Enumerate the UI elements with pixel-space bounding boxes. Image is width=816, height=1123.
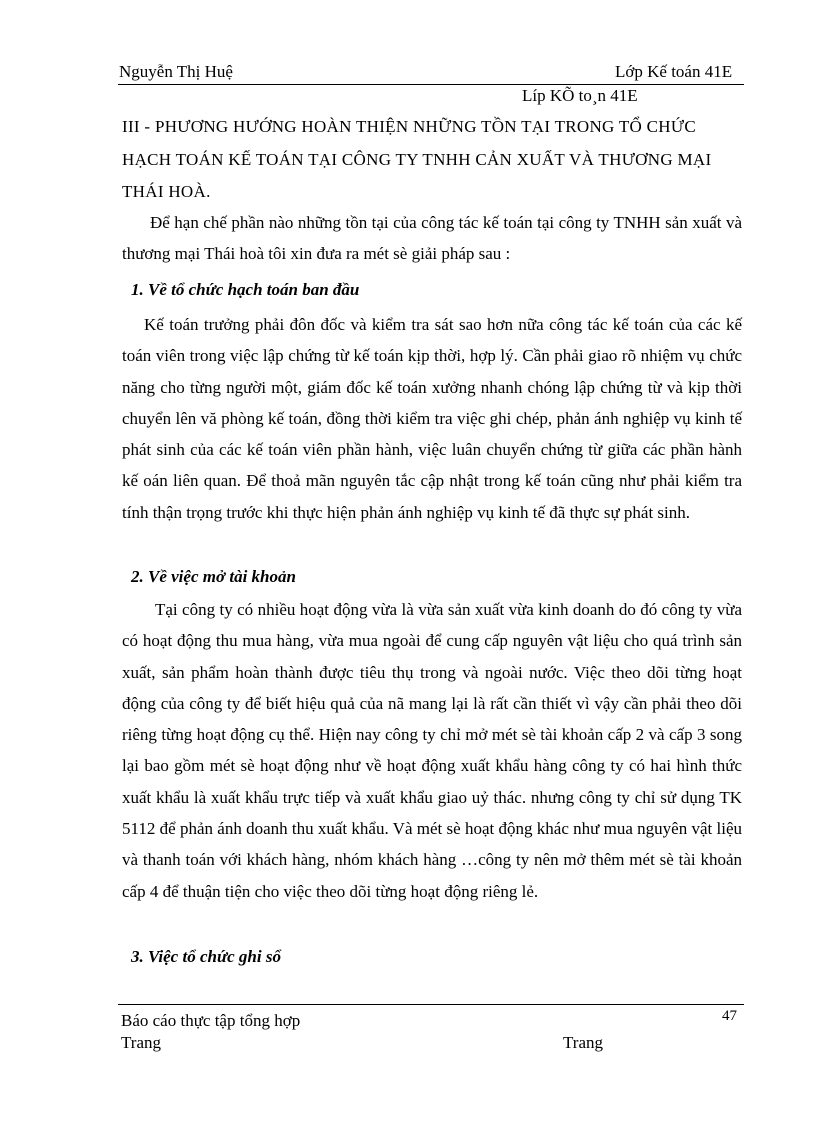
section-2-heading: 2. Về việc mở tài khoản (131, 567, 296, 586)
section-3-heading: 3. Việc tổ chức ghi sổ (131, 947, 281, 966)
footer-rule (118, 1004, 744, 1005)
header-author: Nguyễn Thị Huệ (119, 62, 233, 81)
footer-page-label-right: Trang (563, 1033, 603, 1052)
header-class-label: Lớp Kế toán 41E (615, 62, 733, 81)
intro-paragraph: Để hạn chế phần nào những tồn tại của công tác kế toán tại công ty TNHH sản xuất và thương mại Thái hoà tôi xin đưa ra mét sè giải pháp sau : (122, 213, 742, 264)
section-1-heading: 1. Về tổ chức hạch toán ban đầu (131, 280, 360, 299)
section-1-body: Kế toán trưởng phải đôn đốc và kiểm tra sát sao hơn nữa công tác kế toán của các kế toán viên trong việc lập chứng từ kế toán kịp thời, hợp lý. Cần phải giao rõ nhiệm vụ chức năng cho từng người một, giám đốc kế toán xưởng nhanh chóng lập chứng từ và kịp thời chuyển lên vă phòng kế toán, đồng thời kiểm tra việc ghi chép, phản ánh nghiệp vụ kinh tế phát sinh của các kế toán viên phần hành, việc luân chuyển chứng từ giữa các phần hành kế oán liên quan. Để thoả mãn nguyên tắc cập nhật trong kế toán cũng như phải kiểm tra tính thận trọng trước khi thực hiện phản ánh nghiệp vụ kinh tế đã thực sự phát sinh. (122, 315, 742, 522)
section-title-line-3: THÁI HOÀ. (122, 182, 211, 201)
header-rule (118, 84, 744, 85)
footer-page-number: 47 (722, 1008, 737, 1024)
section-title-line-1: III - PHƯƠNG HƯỚNG HOÀN THIỆN NHỮNG TỒN TẠI TRONG TỔ CHỨC (122, 117, 697, 136)
header-class-label-garbled: Líp KÕ to¸n 41E (522, 86, 638, 105)
footer-page-label-left: Trang (121, 1033, 161, 1052)
section-2-body: Tại công ty có nhiều hoạt động vừa là vừa sản xuất vừa kinh doanh do đó công ty vừa có hoạt động thu mua hàng, vừa mua ngoài để cung cấp nguyên vật liệu cho quá trình sản xuất, sản phẩm hoàn thành được tiêu thụ trong và ngoài nước. Việc theo dõi từng hoạt động của công ty để biết hiệu quả của nã mang lại là rất cần thiết vì vậy cần phải theo dõi riêng từng hoạt động cụ thể. Hiện nay công ty chỉ mở mét sè tài khoản cấp 2 và cấp 3 song lại bao gồm mét sè hoạt động như về hoạt động xuất khẩu hàng công ty có hai hình thức xuất khẩu là xuất khẩu trực tiếp và xuất khẩu giao uỷ thác. nhưng công ty chỉ sử dụng TK 5112 để phản ánh doanh thu xuất khẩu. Và mét sè hoạt động khác như mua nguyên vật liệu và thanh toán với khách hàng, nhóm khách hàng …công ty nên mở thêm mét sè tài khoản cấp 4 để thuận tiện cho việc theo dõi từng hoạt động riêng lẻ. (122, 600, 742, 901)
section-title-line-2: HẠCH TOÁN KẾ TOÁN TẠI CÔNG TY TNHH CẢN XUẤT VÀ THƯƠNG MẠI (122, 150, 712, 169)
footer-report-title: Báo cáo thực tập tổng hợp (121, 1011, 301, 1030)
